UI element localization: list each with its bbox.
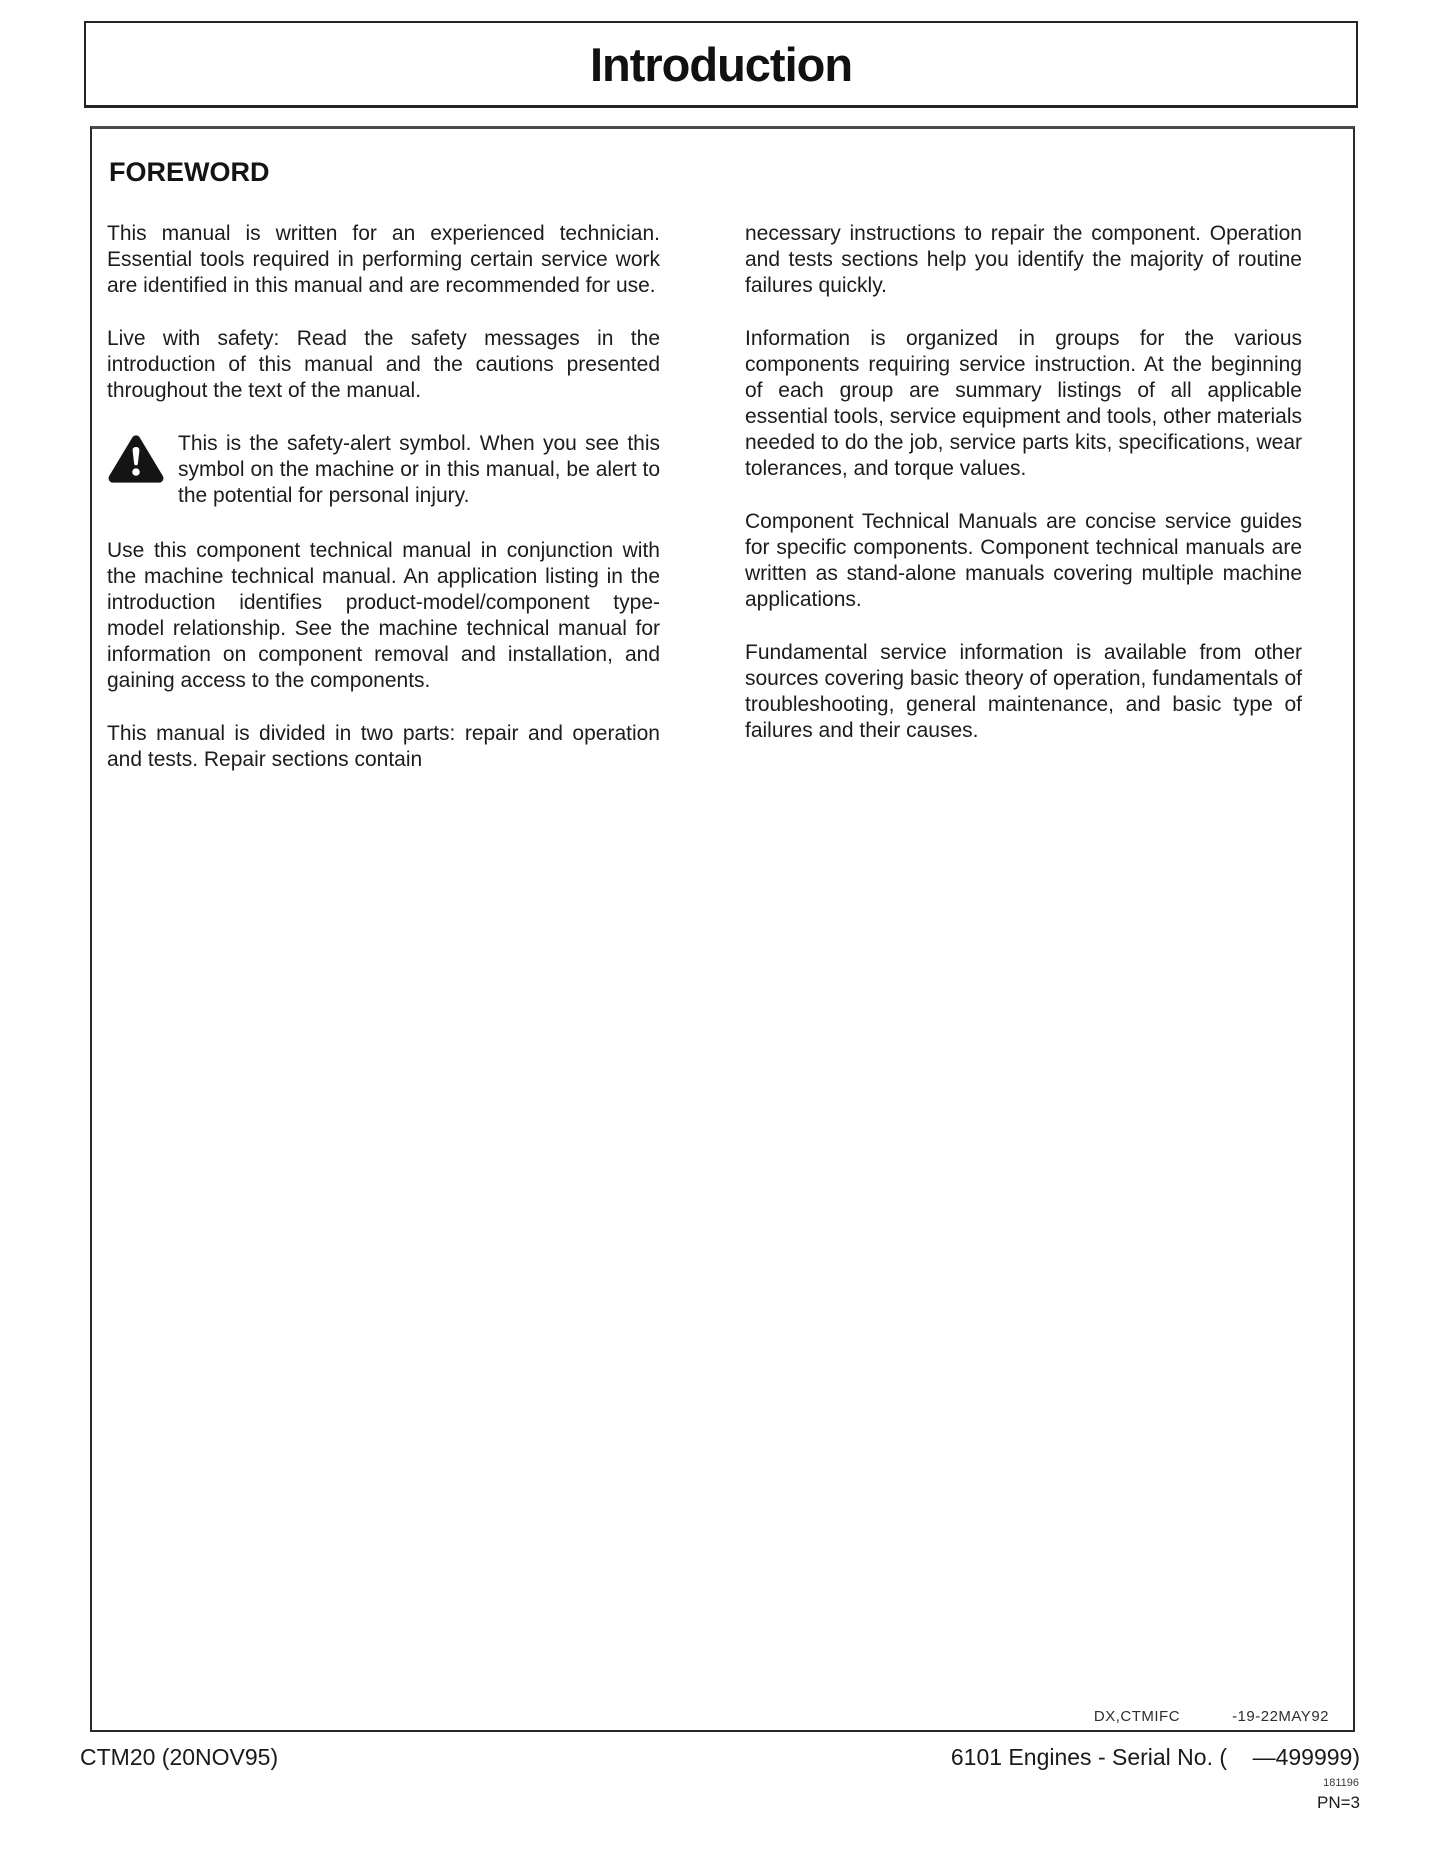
safety-alert-icon [107,431,165,509]
page-title: Introduction [589,37,853,91]
paragraph: necessary instructions to repair the component. Operation and tests sections help you identify the majority of routine failures quickly. [745,222,1302,297]
right-column [745,221,1302,773]
safety-alert-note [107,431,660,509]
paragraph: Information is organized in groups for the various components requiring service instruction. At the beginning of each group are summary listings of all applicable essential tools, service equipment and tools, other materials needed to do the job, service parts kits, specifications, wear tolerances, and torque values. [745,327,1302,480]
left-column [107,221,660,773]
footer-page-number: PN=3 [1317,1793,1360,1812]
document-stamp [1094,1708,1329,1725]
footer-engine-serial: 6101 Engines - Serial No. ( —499999) [950,1744,1360,1770]
footer-manual-id: CTM20 (20NOV95) [80,1744,279,1770]
safety-alert-text: This is the safety-alert symbol. When you see this symbol on the machine or in this manual, be alert to the potential for personal injury. [178,432,660,507]
stamp-code: DX,CTMIFC [1093,1708,1181,1725]
paragraph: Use this component technical manual in conjunction with the machine technical manual. An application listing in the introduction identifies product-model/component type-model relationship. See the machine technical manual for information on component removal and installation, and gaining access to the components. [107,539,660,692]
section-heading: FOREWORD [109,157,270,187]
stamp-date: -19-22MAY92 [1232,1708,1329,1725]
title-box [84,21,1358,108]
paragraph: Fundamental service information is available from other sources covering basic theory of operation, fundamentals of troubleshooting, general maintenance, and basic type of failures and their causes. [745,641,1302,742]
paragraph: This manual is written for an experienced technician. Essential tools required in performing certain service work are identified in this manual and are recommended for use. [107,222,660,297]
paragraph: Live with safety: Read the safety messages in the introduction of this manual and the cautions presented throughout the text of the manual. [107,327,660,402]
foreword-section [90,126,1355,1732]
paragraph: This manual is divided in two parts: repair and operation and tests. Repair sections contain [107,722,660,771]
two-column-layout [107,221,1302,773]
footer-print-number: 181196 [1323,1777,1359,1789]
paragraph: Component Technical Manuals are concise service guides for specific components. Component technical manuals are written as stand-alone manuals covering multiple machine applications. [745,510,1302,611]
